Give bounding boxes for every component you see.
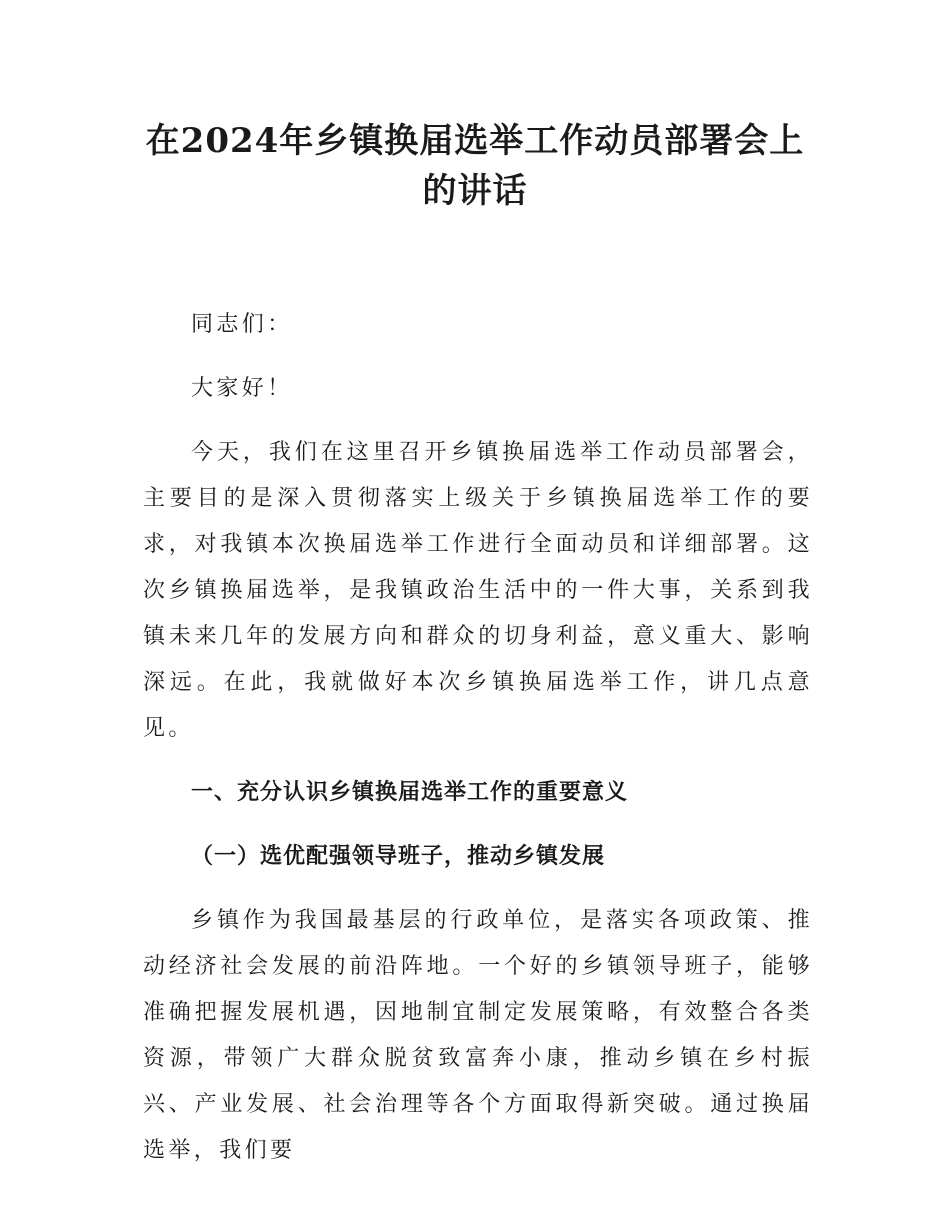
document-title: 在2024年乡镇换届选举工作动员部署会上的讲话 bbox=[145, 121, 805, 211]
greeting-paragraph: 同志们： bbox=[191, 312, 293, 337]
salutation-paragraph: 大家好！ bbox=[191, 376, 293, 401]
intro-paragraph: 今天，我们在这里召开乡镇换届选举工作动员部署会，主要目的是深入贯彻落实上级关于乡镇换届选举工作的要求，对我镇本次换届选举工作进行全面动员和详细部署。这次乡镇换届选举，是我镇政治生活中的一件大事，关系到我镇未来几年的发展方向和群众的切身利益，意义重大、影响深远。在此，我就做好本次乡镇换届选举工作，讲几点意见。 bbox=[143, 440, 813, 741]
section-heading: 一、充分认识乡镇换届选举工作的重要意义 bbox=[191, 780, 629, 805]
subsection-heading: （一）选优配强领导班子，推动乡镇发展 bbox=[191, 844, 606, 869]
body-paragraph: 乡镇作为我国最基层的行政单位，是落实各项政策、推动经济社会发展的前沿阵地。一个好的乡镇领导班子，能够准确把握发展机遇，因地制宜制定发展策略，有效整合各类资源，带领广大群众脱贫致富奔小康，推动乡镇在乡村振兴、产业发展、社会治理等各个方面取得新突破。通过换届选举，我们要 bbox=[143, 908, 813, 1163]
document-body bbox=[143, 302, 813, 1174]
